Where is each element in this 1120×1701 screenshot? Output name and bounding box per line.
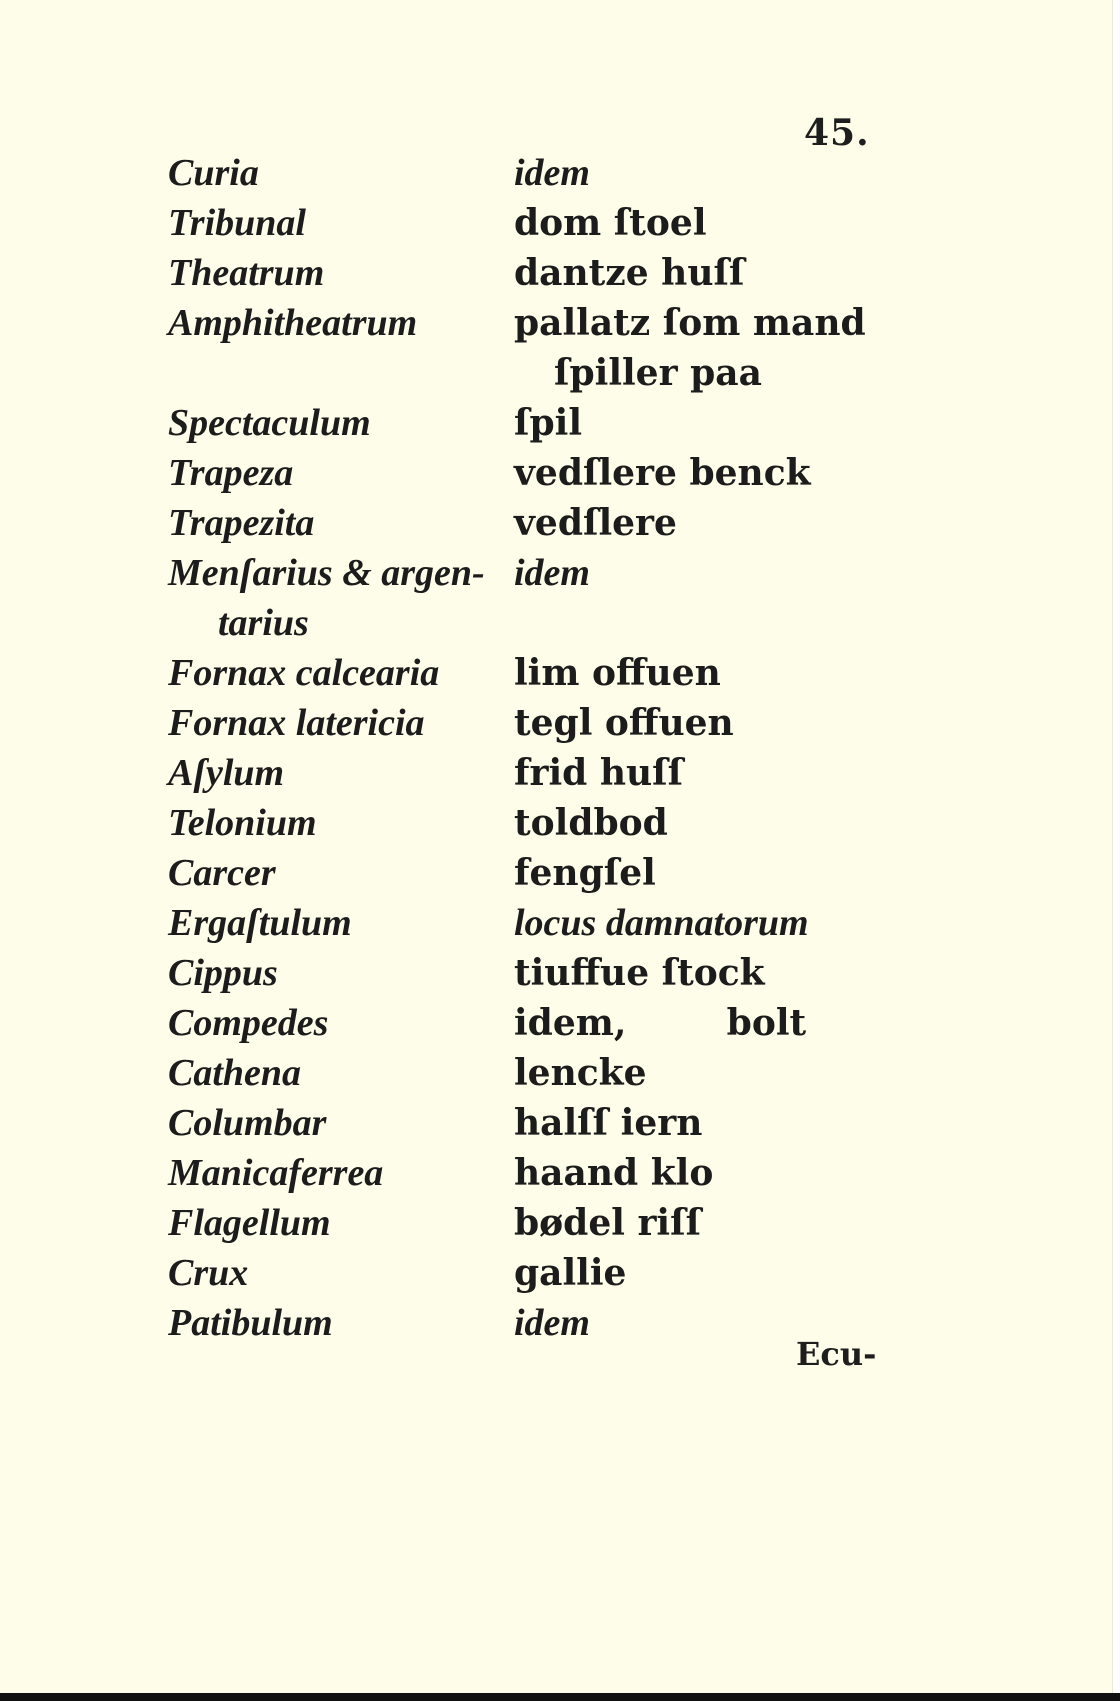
catchword: Ecu- — [796, 1335, 877, 1373]
danish-term: halſſ iern — [514, 1102, 703, 1144]
latin-term: Trapeza — [168, 452, 294, 494]
latin-term: Cippus — [168, 952, 278, 994]
glossary-entry — [168, 698, 928, 748]
latin-term: Theatrum — [168, 252, 325, 294]
danish-term: dom ſtoel — [514, 202, 707, 244]
latin-term: Curia — [168, 152, 259, 194]
latin-term: Tribunal — [168, 202, 306, 244]
danish-term: lim offuen — [514, 652, 721, 694]
latin-term: Compedes — [168, 1002, 329, 1044]
latin-term: Patibulum — [168, 1302, 333, 1344]
glossary-entry — [168, 998, 928, 1048]
glossary-entry — [168, 148, 928, 198]
glossary-entry — [168, 1048, 928, 1098]
danish-term: ſpil — [514, 402, 583, 444]
page-number: 45. — [804, 112, 870, 154]
danish-term: dantze huſſ — [514, 252, 745, 294]
glossary-list — [168, 148, 928, 1348]
latin-term: Ergaſtulum — [168, 902, 352, 944]
danish-term: tiuffue ſtock — [514, 952, 765, 994]
danish-term-block — [514, 298, 934, 398]
glossary-entry — [168, 248, 928, 298]
danish-term: toldbod — [514, 802, 668, 844]
glossary-entry — [168, 648, 928, 698]
danish-term: idem — [514, 1302, 590, 1344]
latin-term: Fornax latericia — [168, 702, 425, 744]
danish-term: fengſel — [514, 852, 656, 894]
danish-term-continuation: ſpiller paa — [554, 352, 762, 394]
glossary-entry — [168, 948, 928, 998]
danish-term: haand klo — [514, 1152, 714, 1194]
glossary-entry — [168, 298, 928, 398]
glossary-entry — [168, 1098, 928, 1148]
glossary-entry — [168, 448, 928, 498]
latin-term: Carcer — [168, 852, 276, 894]
glossary-entry — [168, 398, 928, 448]
glossary-entry — [168, 898, 928, 948]
latin-term-block — [168, 548, 528, 648]
latin-term: Aſylum — [168, 752, 285, 794]
glossary-entry — [168, 798, 928, 848]
latin-term: Columbar — [168, 1102, 327, 1144]
latin-term: Telonium — [168, 802, 317, 844]
danish-term: frid huſſ — [514, 752, 684, 794]
danish-term: tegl offuen — [514, 702, 734, 744]
danish-term: pallatz ſom mand — [514, 302, 866, 344]
danish-term: lencke — [514, 1052, 647, 1094]
danish-term: idem — [514, 152, 590, 194]
danish-term: idem, bolt — [514, 1002, 807, 1044]
latin-term: Trapezita — [168, 502, 315, 544]
latin-term: Manicaferrea — [168, 1152, 384, 1194]
scan-edge — [0, 1693, 1120, 1701]
danish-term: locus damnatorum — [514, 902, 809, 944]
glossary-entry — [168, 848, 928, 898]
glossary-entry — [168, 1248, 928, 1298]
latin-term: Spectaculum — [168, 402, 371, 444]
glossary-entry — [168, 1148, 928, 1198]
danish-term: vedſlere — [514, 502, 677, 544]
latin-term-continuation: tarius — [218, 602, 309, 644]
glossary-entry — [168, 548, 928, 648]
danish-term: vedſlere benck — [514, 452, 811, 494]
glossary-entry — [168, 1198, 928, 1248]
danish-term: idem — [514, 552, 590, 594]
glossary-entry — [168, 498, 928, 548]
latin-term: Fornax calcearia — [168, 652, 440, 694]
latin-term: Flagellum — [168, 1202, 331, 1244]
latin-term: Cathena — [168, 1052, 302, 1094]
latin-term: Menſarius & argen- — [168, 552, 485, 594]
danish-term: gallie — [514, 1252, 627, 1294]
danish-term: bødel riſſ — [514, 1202, 702, 1244]
glossary-entry — [168, 198, 928, 248]
latin-term: Amphitheatrum — [168, 302, 418, 344]
latin-term: Crux — [168, 1252, 249, 1294]
glossary-entry — [168, 748, 928, 798]
